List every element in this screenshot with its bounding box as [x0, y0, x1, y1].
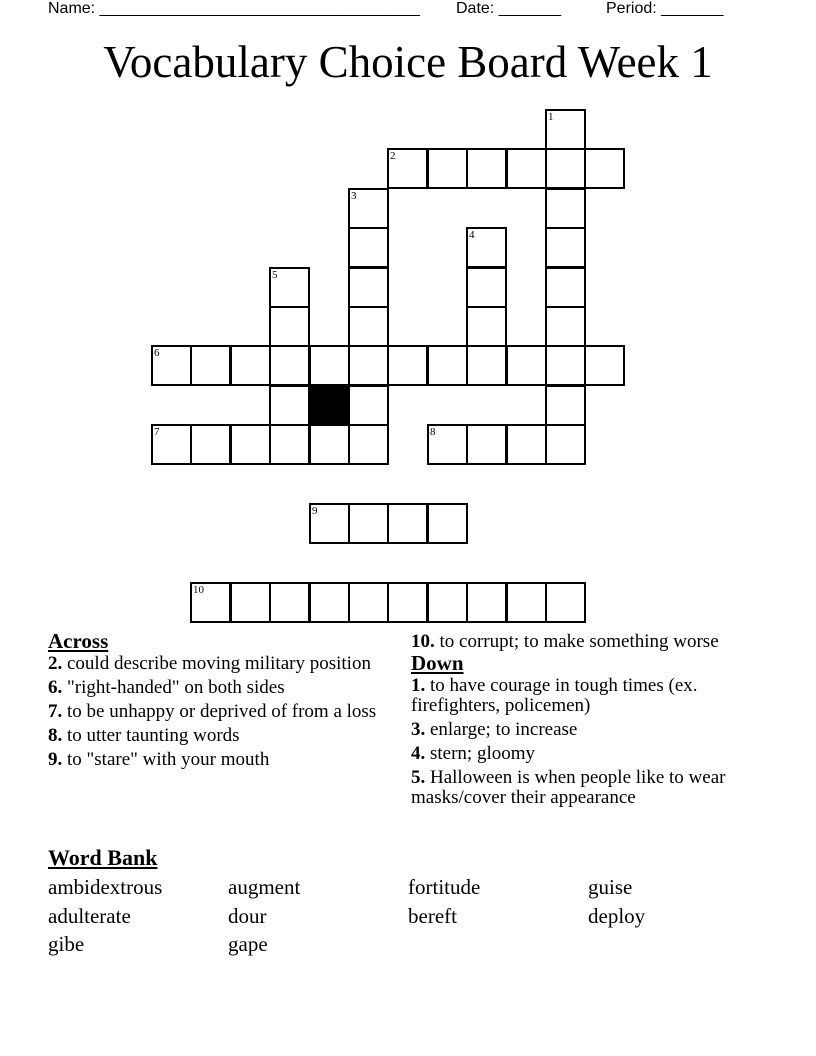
- word-bank-item: dour: [228, 904, 267, 928]
- crossword-cell[interactable]: [545, 385, 586, 426]
- crossword-cell[interactable]: [466, 148, 507, 189]
- crossword-cell[interactable]: [427, 345, 468, 386]
- crossword-cell[interactable]: [348, 385, 389, 426]
- clue-number: 10: [193, 584, 204, 596]
- crossword-cell[interactable]: [387, 582, 428, 623]
- crossword-cell[interactable]: [309, 424, 350, 465]
- clue-number: 2: [390, 150, 396, 162]
- crossword-cell[interactable]: [466, 227, 507, 268]
- crossword-cell[interactable]: [269, 267, 310, 308]
- word-bank-item: gape: [228, 932, 268, 956]
- crossword-cell[interactable]: [190, 424, 231, 465]
- clue-number: 7: [154, 426, 160, 438]
- crossword-cell[interactable]: [230, 345, 271, 386]
- down-heading: Down: [411, 651, 464, 675]
- crossword-cell[interactable]: [387, 148, 428, 189]
- clue-number: 9: [312, 505, 318, 517]
- word-bank-item: augment: [228, 875, 301, 899]
- crossword-cell[interactable]: [269, 424, 310, 465]
- clue-across-9: 9. to "stare" with your mouth: [48, 749, 270, 770]
- clue-down-3: 3. enlarge; to increase: [411, 719, 578, 740]
- word-bank-item: bereft: [408, 904, 457, 928]
- clue-number: 5: [272, 269, 278, 281]
- clue-across-2: 2. could describe moving military position: [48, 653, 371, 674]
- crossword-cell[interactable]: [348, 267, 389, 308]
- crossword-cell[interactable]: [348, 424, 389, 465]
- crossword-cell[interactable]: [348, 227, 389, 268]
- clue-down-1: 1. to have courage in tough times (ex. firefighters, policemen): [411, 675, 698, 716]
- clue-number: 8: [430, 426, 436, 438]
- crossword-cell[interactable]: [348, 503, 389, 544]
- crossword-cell[interactable]: [269, 306, 310, 347]
- crossword-cell[interactable]: [269, 385, 310, 426]
- crossword-cell[interactable]: [506, 148, 547, 189]
- crossword-cell[interactable]: [309, 503, 350, 544]
- clue-across-8: 8. to utter taunting words: [48, 725, 240, 746]
- crossword-cell[interactable]: [151, 345, 192, 386]
- clue-across-6: 6. "right-handed" on both sides: [48, 677, 285, 698]
- crossword-cell[interactable]: [466, 424, 507, 465]
- crossword-cell[interactable]: [269, 582, 310, 623]
- crossword-cell[interactable]: [151, 424, 192, 465]
- header-line: [48, 0, 748, 20]
- across-heading: Across: [48, 629, 109, 653]
- crossword-cell[interactable]: [348, 582, 389, 623]
- name-field[interactable]: Name: ____________________________________: [48, 0, 420, 17]
- crossword-cell[interactable]: [466, 345, 507, 386]
- crossword-cell[interactable]: [387, 345, 428, 386]
- crossword-cell[interactable]: [545, 582, 586, 623]
- page-title: Vocabulary Choice Board Week 1: [103, 37, 713, 87]
- crossword-cell[interactable]: [427, 148, 468, 189]
- crossword-cell[interactable]: [309, 345, 350, 386]
- crossword-cell[interactable]: [230, 424, 271, 465]
- crossword-cell[interactable]: [230, 582, 271, 623]
- crossword-cell[interactable]: [545, 267, 586, 308]
- crossword-black-cell: [309, 385, 350, 426]
- crossword-cell[interactable]: [309, 582, 350, 623]
- word-bank-item: fortitude: [408, 875, 481, 899]
- crossword-cell[interactable]: [466, 582, 507, 623]
- crossword-cell[interactable]: [545, 306, 586, 347]
- crossword-cell[interactable]: [545, 148, 586, 189]
- crossword-cell[interactable]: [348, 306, 389, 347]
- crossword-cell[interactable]: [427, 582, 468, 623]
- crossword-cell[interactable]: [466, 267, 507, 308]
- crossword-cell[interactable]: [584, 345, 625, 386]
- date-field[interactable]: Date: _______: [456, 0, 561, 17]
- crossword-cell[interactable]: [545, 188, 586, 229]
- word-bank-item: adulterate: [48, 904, 131, 928]
- crossword-cell[interactable]: [387, 503, 428, 544]
- word-bank-heading: Word Bank: [48, 845, 158, 870]
- clue-across-7: 7. to be unhappy or deprived of from a loss: [48, 701, 377, 722]
- clue-down-4: 4. stern; gloomy: [411, 743, 536, 764]
- clue-number: 1: [548, 111, 554, 123]
- period-field[interactable]: Period: _______: [606, 0, 724, 17]
- crossword-cell[interactable]: [545, 424, 586, 465]
- crossword-cell[interactable]: [584, 148, 625, 189]
- word-bank-item: guise: [588, 875, 633, 899]
- clue-across-10: 10. to corrupt; to make something worse: [411, 631, 719, 652]
- crossword-cell[interactable]: [427, 503, 468, 544]
- word-bank-item: gibe: [48, 932, 85, 956]
- crossword-cell[interactable]: [545, 109, 586, 150]
- clue-down-5: 5. Halloween is when people like to wear masks/cover their appearance: [411, 767, 726, 808]
- clue-number: 4: [469, 229, 475, 241]
- across-clues: [48, 630, 388, 774]
- right-clue-column: [411, 632, 741, 812]
- crossword-cell[interactable]: [269, 345, 310, 386]
- crossword-cell[interactable]: [427, 424, 468, 465]
- clue-number: 3: [351, 190, 357, 202]
- word-bank-item: ambidextrous: [48, 875, 163, 899]
- crossword-cell[interactable]: [506, 345, 547, 386]
- crossword-cell[interactable]: [190, 582, 231, 623]
- crossword-cell[interactable]: [545, 227, 586, 268]
- crossword-cell[interactable]: [190, 345, 231, 386]
- crossword-cell[interactable]: [506, 582, 547, 623]
- word-bank-item: deploy: [588, 904, 646, 928]
- crossword-cell[interactable]: [348, 345, 389, 386]
- crossword-cell[interactable]: [348, 188, 389, 229]
- crossword-cell[interactable]: [545, 345, 586, 386]
- crossword-cell[interactable]: [506, 424, 547, 465]
- crossword-cell[interactable]: [466, 306, 507, 347]
- clue-number: 6: [154, 347, 160, 359]
